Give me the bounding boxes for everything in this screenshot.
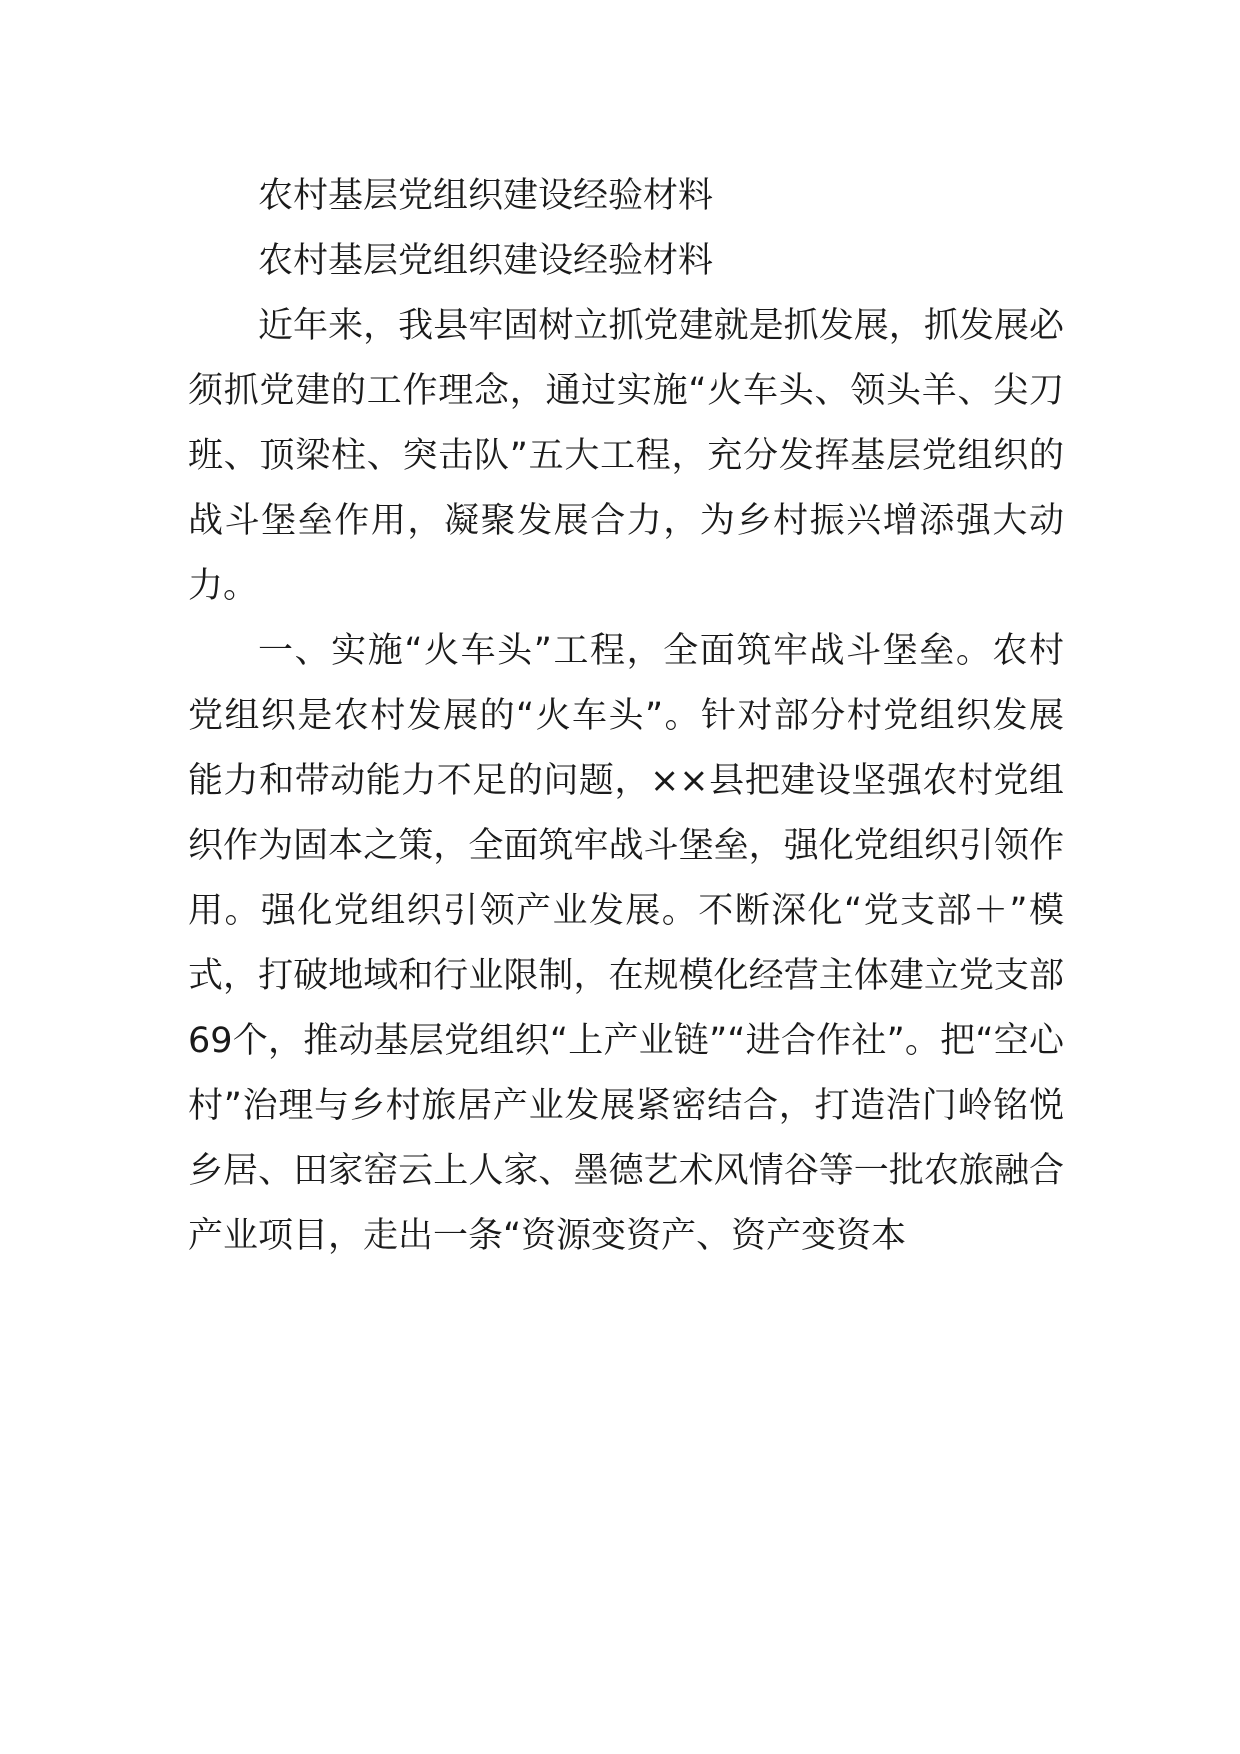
document-subtitle: 农村基层党组织建设经验材料 [258,241,714,281]
paragraph-intro: 近年来，我县牢固树立抓党建就是抓发展，抓发展必须抓党建的工作理念，通过实施“火车头、领头羊、尖刀班、顶梁柱、突击队”五大工程，充分发挥基层党组织的战斗堡垒作用，凝聚发展合力，为乡村振兴增添强大动力。 [188,306,1064,606]
document-title: 农村基层党组织建设经验材料 [258,176,714,216]
document-body [188,164,1064,1269]
paragraph-section-1: 一、实施“火车头”工程，全面筑牢战斗堡垒。农村党组织是农村发展的“火车头”。针对部分村党组织发展能力和带动能力不足的问题，××县把建设坚强农村党组织作为固本之策，全面筑牢战斗堡垒，强化党组织引领作用。强化党组织引领产业发展。不断深化“党支部＋”模式，打破地域和行业限制，在规模化经营主体建立党支部69个，推动基层党组织“上产业链”“进合作社”。把“空心村”治理与乡村旅居产业发展紧密结合，打造浩门岭铭悦乡居、田家窑云上人家、墨德艺术风情谷等一批农旅融合产业项目，走出一条“资源变资产、资产变资本 [188,631,1064,1256]
